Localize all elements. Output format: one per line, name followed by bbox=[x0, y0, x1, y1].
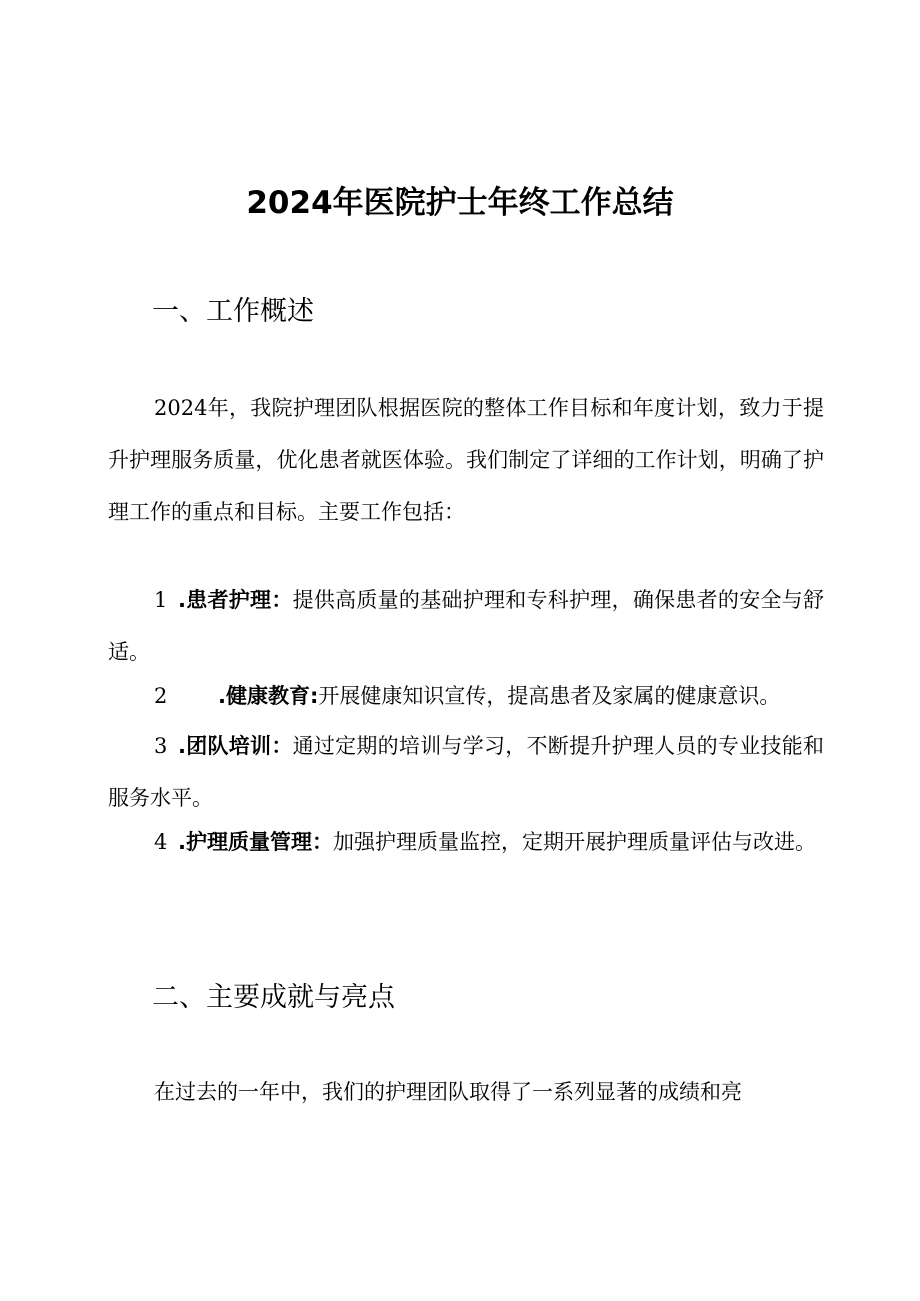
item-label: .团队培训： bbox=[178, 734, 293, 758]
work-item-team-training bbox=[108, 720, 824, 824]
item-label: .健康教育: bbox=[218, 684, 319, 708]
achievements-paragraph: 在过去的一年中，我们的护理团队取得了一系列显著的成绩和亮 bbox=[154, 1080, 742, 1104]
work-item-quality-management bbox=[108, 816, 824, 868]
item-text: 通过定期的培训与学习，不断提升护理人员的专业技能和服务水平。 bbox=[108, 734, 825, 810]
item-label: .患者护理： bbox=[178, 588, 293, 612]
item-number: 4 bbox=[154, 830, 168, 854]
item-text: 加强护理质量监控，定期开展护理质量评估与改进。 bbox=[332, 830, 816, 854]
item-number: 1 bbox=[154, 588, 168, 612]
item-label: .护理质量管理： bbox=[178, 830, 333, 854]
section-heading-overview: 一、工作概述 bbox=[152, 296, 314, 327]
item-text: 提供高质量的基础护理和专科护理，确保患者的安全与舒适。 bbox=[108, 588, 825, 664]
item-number: 2 bbox=[154, 684, 168, 708]
overview-paragraph: 2024年，我院护理团队根据医院的整体工作目标和年度计划，致力于提升护理服务质量，优化患者就医体验。我们制定了详细的工作计划，明确了护理工作的重点和目标。主要工作包括： bbox=[108, 396, 824, 524]
work-item-health-education bbox=[108, 670, 824, 722]
work-item-patient-care bbox=[108, 574, 824, 678]
item-text: 开展健康知识宣传，提高患者及家属的健康意识。 bbox=[318, 684, 781, 708]
document-title: 2024年医院护士年终工作总结 bbox=[246, 185, 674, 221]
item-number: 3 bbox=[154, 734, 168, 758]
section-heading-achievements: 二、主要成就与亮点 bbox=[152, 982, 395, 1013]
